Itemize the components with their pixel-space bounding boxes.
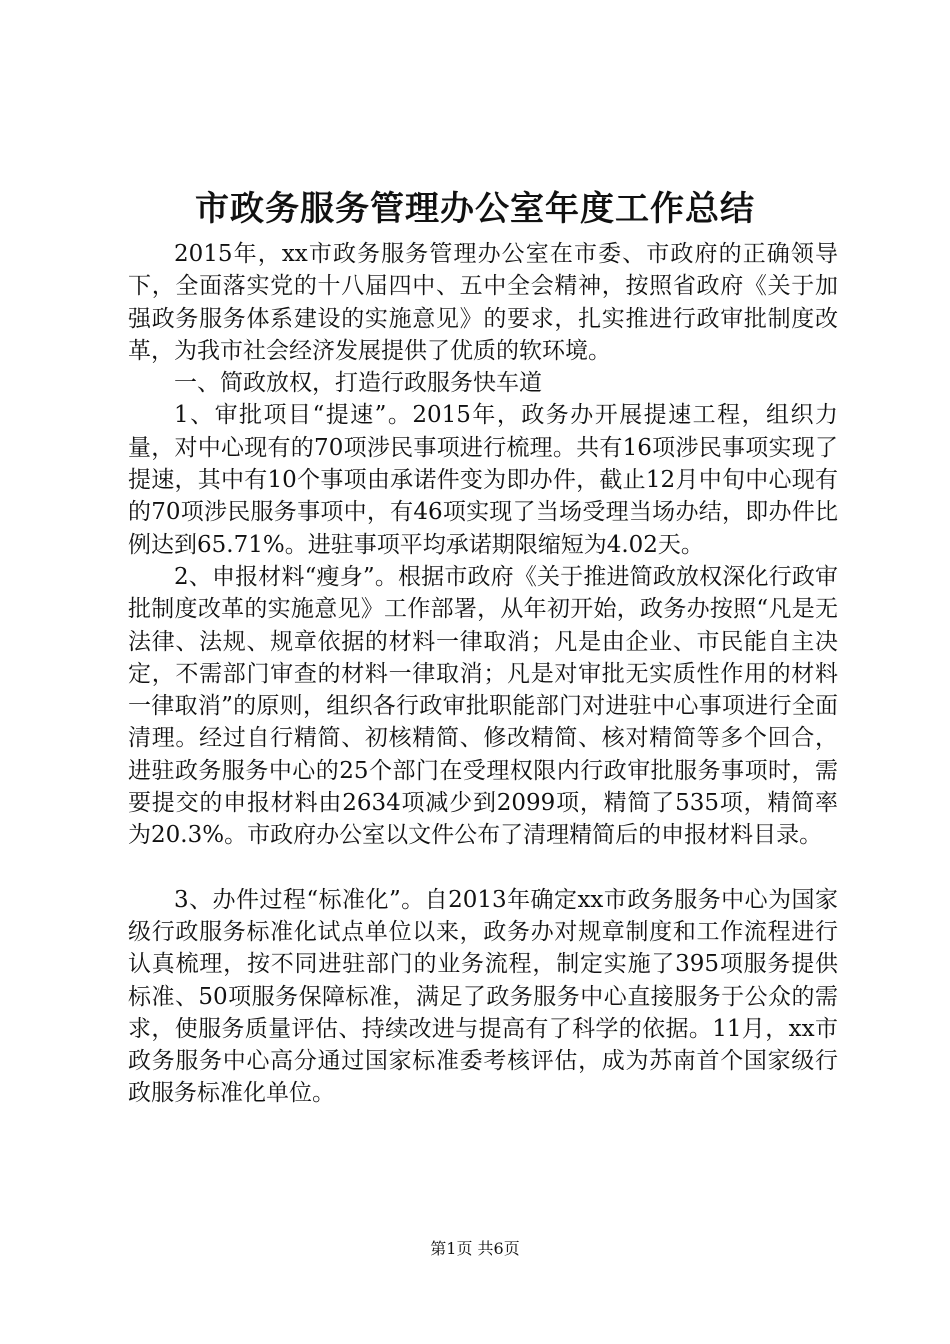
item-3-paragraph: 3、办件过程“标准化”。自2013年确定xx市政务服务中心为国家级行政服务标准化试点单位以来，政务办对规章制度和工作流程进行认真梳理，按不同进驻部门的业务流程，制定实施了395项服务提供标准、50项服务保障标准，满足了政务服务中心直接服务于公众的需求，使服务质量评估、持续改进与提高有了科学的依据。11月，xx市政务服务中心高分通过国家标准委考核评估，成为苏南首个国家级行政服务标准化单位。 [128,886,838,1107]
item-2-paragraph: 2、申报材料“瘦身”。根据市政府《关于推进简政放权深化行政审批制度改革的实施意见》工作部署，从年初开始，政务办按照“凡是无法律、法规、规章依据的材料一律取消；凡是由企业、市民能自主决定，不需部门审查的材料一律取消；凡是对审批无实质性作用的材料一律取消”的原则，组织各行政审批职能部门对进驻中心事项进行全面清理。经过自行精简、初核精简、修改精简、核对精简等多个回合，进驻政务服务中心的25个部门在受理权限内行政审批服务事项时，需要提交的申报材料由2634项减少到2099项，精简了535项，精简率为20.3%。市政府办公室以文件公布了清理精简后的申报材料目录。 [128,563,838,849]
section-heading: 一、简政放权，打造行政服务快车道 [174,370,542,397]
document-title: 市政务服务管理办公室年度工作总结 [195,189,755,229]
item-1-paragraph: 1、审批项目“提速”。2015年，政务办开展提速工程，组织力量，对中心现有的70项涉民事项进行梳理。共有16项涉民事项实现了提速，其中有10个事项由承诺件变为即办件，截止12月中旬中心现有的70项涉民服务事项中，有46项实现了当场受理当场办结，即办件比例达到65.71%。进驻事项平均承诺期限缩短为4.02天。 [128,402,838,558]
page-number-footer: 第1页 共6页 [430,1239,520,1258]
intro-paragraph: 2015年，xx市政务服务管理办公室在市委、市政府的正确领导下，全面落实党的十八届四中、五中全会精神，按照省政府《关于加强政务服务体系建设的实施意见》的要求，扎实推进行政审批制度改革，为我市社会经济发展提供了优质的软环境。 [128,241,838,364]
document-body [128,238,838,1110]
